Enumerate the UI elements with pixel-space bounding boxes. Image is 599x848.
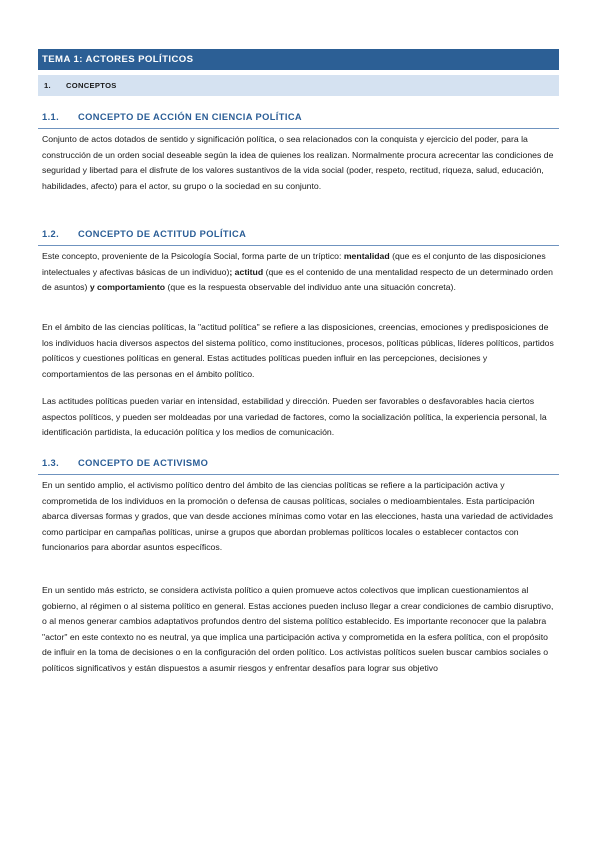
subsection-title: CONCEPTO DE ACTITUD POLÍTICA <box>78 229 247 239</box>
subsection-number: 1.2. <box>42 229 60 239</box>
text-run: (que es el contenido de una mentalidad respecto de un determinado orden de asuntos) <box>42 266 553 293</box>
paragraph-activismo-amplio: En un sentido amplio, el activismo político dentro del ámbito de las ciencias políticas se refiere a la participación activa y comprometida de los individuos en la promoción o defensa de causas políticas, sociales o medioambientales. Esta participación abarca diversas formas y grados, que van desde acciones mínimas como votar en las elecciones, hasta una variedad de actividades como participar en campañas políticas, unirse a grupos que abordan problemas políticos locales o establecer contactos con funcionarios para abordar asuntos específicos. <box>42 480 553 553</box>
text-run: (que es la respuesta observable del individuo ante una situación concreta). <box>165 282 456 293</box>
chapter-title: TEMA 1: ACTORES POLÍTICOS <box>38 49 559 70</box>
paragraph-accion: Conjunto de actos dotados de sentido y significación política, o sea relacionados con la conquista y ejercicio del poder, para la construcción de un orden social deseable según la idea de quienes los realizan. Normalmente procura acrecentar las condiciones de seguridad y libertad para el disfrute de los valores sustantivos de la vida social (poder, respeto, rectitud, riqueza, salud, educación, habilidades, afecto) para el actor, su grupo o la sociedad en su conjunto. <box>42 134 554 191</box>
subsection-heading-accion <box>38 112 559 129</box>
section-title: CONCEPTOS <box>66 81 117 90</box>
paragraph-activismo-estricto: En un sentido más estricto, se considera activista político a quien promueve actos colectivos que implican cuestionamientos al gobierno, al régimen o al sistema político en general. Estas acciones pueden incluso llegar a crear condiciones de cambio disruptivo, o al menos generar cambios adaptativos profundos dentro del sistema político establecido. Es importante reconocer que la palabra "actor" en este contexto no es neutral, ya que implica una participación activa y comprometida en la esfera política, con el propósito de influir en la toma de decisiones o en la configuración del orden político. Los activistas políticos suelen buscar cambios sociales o políticos significativos y están dispuestos a asumir riesgos y enfrentar desafíos para lograr sus objetivo <box>42 585 554 673</box>
paragraph-actitud-triptico <box>42 249 555 296</box>
text-run: (que es el conjunto de las disposiciones intelectuales y afectivas básicas de un individuo) <box>42 251 546 277</box>
section-heading <box>38 75 559 96</box>
section-number: 1. <box>44 81 51 90</box>
subsection-number: 1.1. <box>42 112 60 122</box>
subsection-heading-activismo <box>38 458 559 475</box>
term-mentalidad: mentalidad <box>343 251 390 261</box>
term-actitud: ; actitud <box>229 266 264 277</box>
subsection-number: 1.3. <box>42 458 60 468</box>
paragraph-actitud-variacion: Las actitudes políticas pueden variar en intensidad, estabilidad y dirección. Pueden ser favorables o desfavorables hacia ciertos aspectos políticos, y pueden ser moldeadas por una variedad de factores, como la socialización política, la experiencia personal, la identificación partidista, la educación política y los medios de comunicación. <box>42 396 547 438</box>
subsection-title: CONCEPTO DE ACCIÓN EN CIENCIA POLÍTICA <box>78 112 303 122</box>
paragraph-actitud-definicion: En el ámbito de las ciencias políticas, la "actitud política" se refiere a las disposiciones, creencias, emociones y predisposiciones de los individuos hacia diversos aspectos del sistema político, como instituciones, procesos, políticas públicas, líderes políticos, partidos políticos y cuestiones políticas en general. Estas actitudes políticas pueden influir en las percepciones, decisiones y comportamientos de las personas en el ámbito político. <box>42 322 554 379</box>
subsection-title: CONCEPTO DE ACTIVISMO <box>78 458 209 468</box>
subsection-heading-actitud <box>38 229 559 246</box>
term-comportamiento: y comportamiento <box>89 282 166 293</box>
text-run: Este concepto, proveniente de la Psicología Social, forma parte de un tríptico: <box>42 251 344 261</box>
